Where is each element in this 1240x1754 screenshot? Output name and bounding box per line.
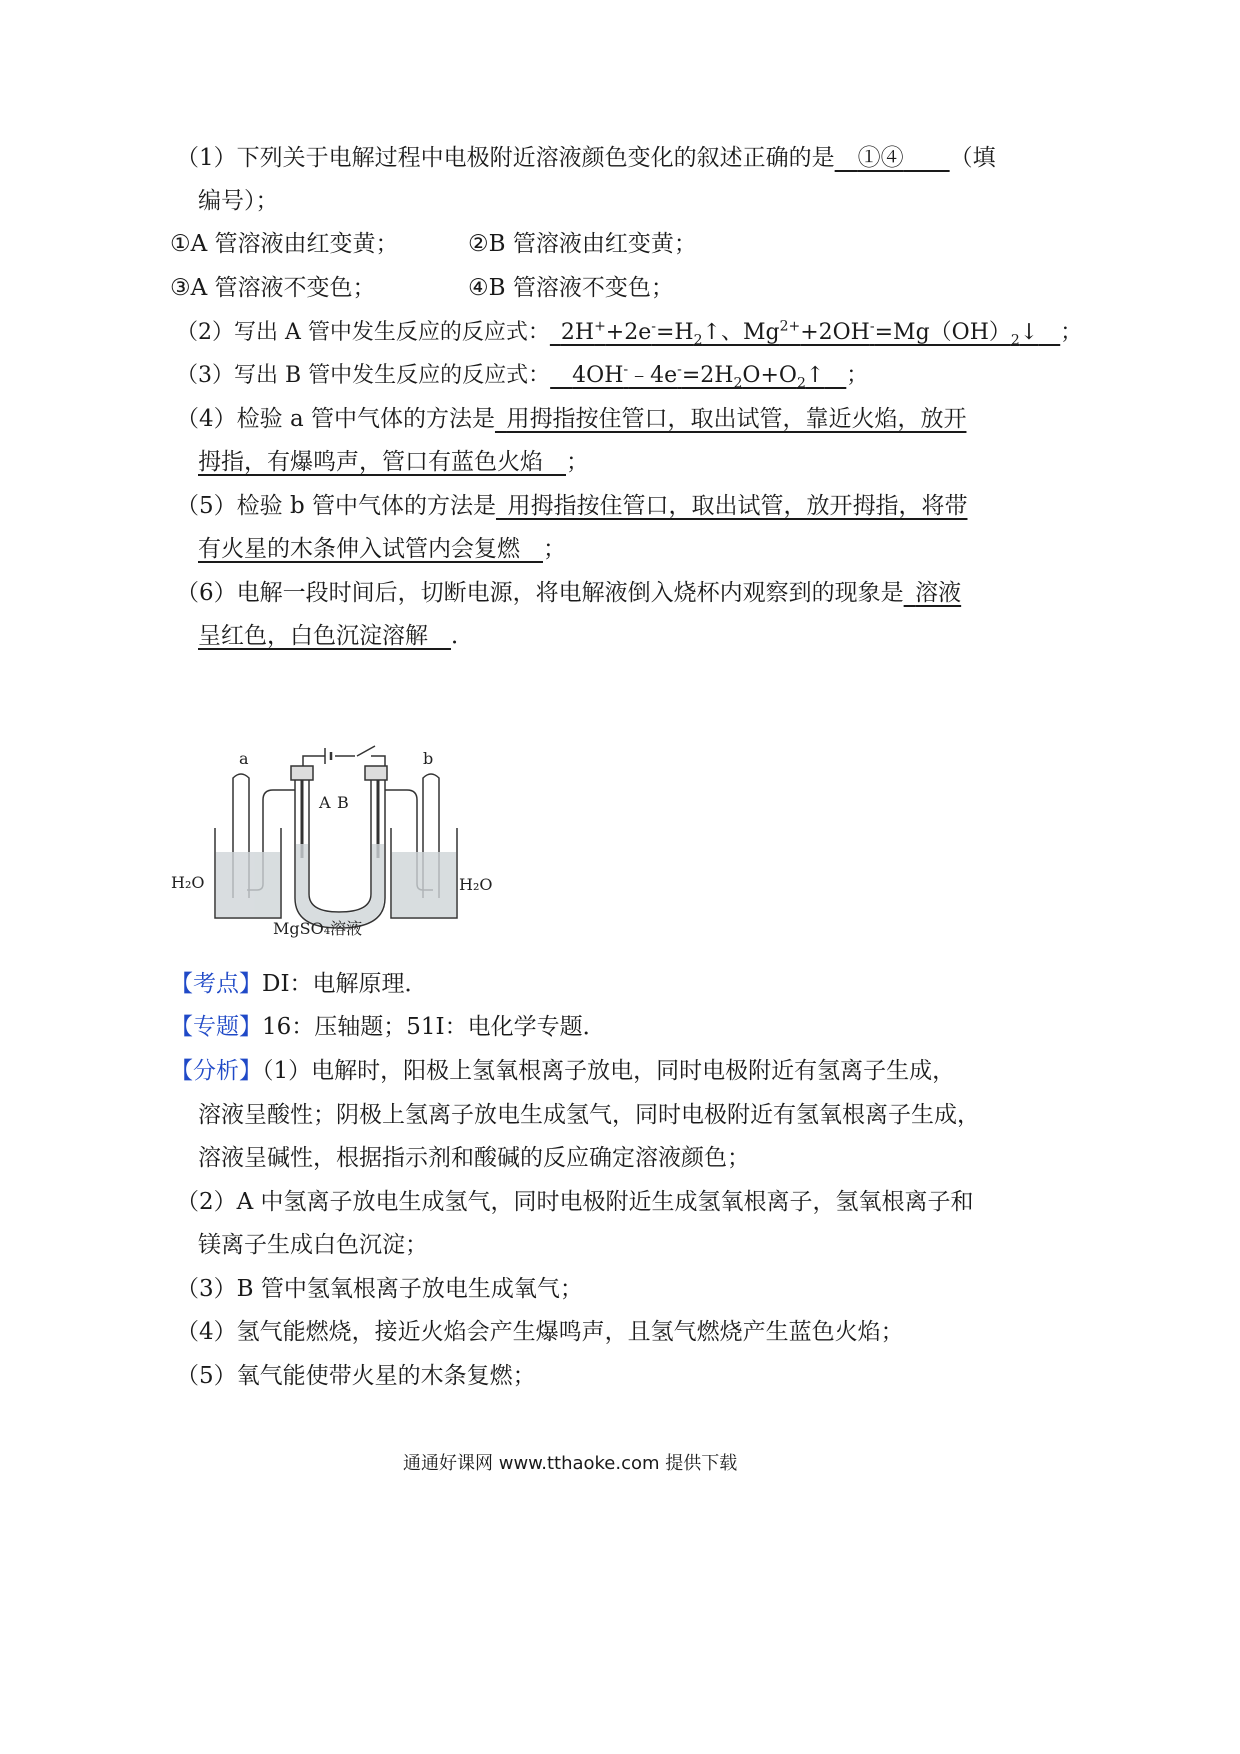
q5-answer-1: 用拇指按住管口，取出试管，放开拇指，将带 (507, 493, 968, 519)
q5-line1: （5）检验 b 管中气体的方法是 用拇指按住管口，取出试管，放开拇指，将带 (176, 493, 968, 519)
stopper-left (291, 766, 313, 780)
kaodian-tag: 【考点】 (170, 971, 262, 997)
water-right (392, 852, 456, 917)
fenxi-line3: 溶液呈碱性，根据指示剂和酸碱的反应确定溶液颜色； (198, 1145, 750, 1171)
q5-line2: 有火星的木条伸入试管内会复燃 ； (198, 536, 566, 562)
q5-answer-2: 有火星的木条伸入试管内会复燃 (198, 536, 520, 562)
q1-answer: ①④ (857, 145, 904, 171)
water-left (216, 852, 280, 917)
fenxi-line1: 【分析】（1）电解时，阳极上氢氧根离子放电，同时电极附近有氢离子生成， (170, 1058, 956, 1084)
label-a: a (239, 749, 249, 768)
label-B: B (337, 793, 349, 812)
analysis-p5: （5）氧气能使带火星的木条复燃； (176, 1363, 536, 1389)
circuit-wire (303, 746, 385, 766)
electrolysis-apparatus-figure (171, 748, 525, 938)
q3-answer: $4OH^-﹣4e^-=2H_2O+O_2↑$ (572, 361, 825, 392)
analysis-p3: （3）B 管中氢氧根离子放电生成氧气； (176, 1276, 583, 1302)
zhuanti-tag: 【专题】 (170, 1014, 262, 1040)
analysis-p2-line1: （2）A 中氢离子放电生成氢气，同时电极附近生成氢氧根离子，氢氧根离子和 (176, 1189, 974, 1215)
analysis-p4: （4）氢气能燃烧，接近火焰会产生爆鸣声，且氢气燃烧产生蓝色火焰； (176, 1319, 904, 1345)
label-h2o-right: H₂O (459, 875, 493, 894)
label-b: b (423, 749, 434, 768)
q1-option-4: ④B 管溶液不变色； (468, 275, 674, 301)
q6-line2: 呈红色，白色沉淀溶解 ． (198, 623, 474, 649)
q1-option-3: ③A 管溶液不变色； (170, 275, 376, 301)
q4-answer-2: 拇指，有爆鸣声，管口有蓝色火焰 (198, 449, 543, 475)
fenxi-tag: 【分析】 (170, 1058, 262, 1084)
q2-answer: $2H^++2e^-=H_2↑$、$Mg^{2+}+2OH^-=Mg(OH)_2↓$ (560, 318, 1039, 349)
q4-line1: （4）检验 a 管中气体的方法是 用拇指按住管口，取出试管，靠近火焰，放开 (176, 406, 967, 432)
q1-option-1: ①A 管溶液由红变黄； (170, 231, 399, 257)
q6-answer-1: 溶液 (915, 580, 962, 606)
q1-line1: （1）下列关于电解过程中电极附近溶液颜色变化的叙述正确的是 ①④ （填 (176, 145, 996, 171)
label-h2o-left: H₂O (171, 873, 205, 892)
fenxi-line2: 溶液呈酸性；阴极上氢离子放电生成氢气，同时电极附近有氢氧根离子生成， (198, 1102, 980, 1128)
zhuanti-line: 【专题】16：压轴题；51I：电化学专题． (170, 1014, 606, 1040)
page-footer: 通通好课网 www.tthaoke.com 提供下载 (403, 1453, 738, 1474)
q6-answer-2: 呈红色，白色沉淀溶解 (198, 623, 428, 649)
q4-line2: 拇指，有爆鸣声，管口有蓝色火焰 ； (198, 449, 589, 475)
q2-line: （2）写出 A 管中发生反应的反应式： $2H^++2e^-=H_2↑$、$Mg^{2+}+2OH^-=Mg(OH)_2↓$ ； (176, 318, 1083, 349)
q1-line2: 编号）； (198, 188, 279, 214)
analysis-p2-line2: 镁离子生成白色沉淀； (198, 1232, 428, 1258)
q1-option-2: ②B 管溶液由红变黄； (468, 231, 697, 257)
q4-answer-1: 用拇指按住管口，取出试管，靠近火焰，放开 (506, 406, 967, 432)
q6-line1: （6）电解一段时间后，切断电源，将电解液倒入烧杯内观察到的现象是 溶液 (176, 580, 962, 606)
kaodian-line: 【考点】DI：电解原理． (170, 971, 428, 997)
label-mgso4: MgSO₄溶液 (273, 919, 363, 938)
label-A: A (319, 793, 331, 812)
q3-line: （3）写出 B 管中发生反应的反应式： $4OH^-﹣4e^-=2H_2O+O_2↑$ ； (176, 361, 869, 392)
stopper-right (365, 766, 387, 780)
